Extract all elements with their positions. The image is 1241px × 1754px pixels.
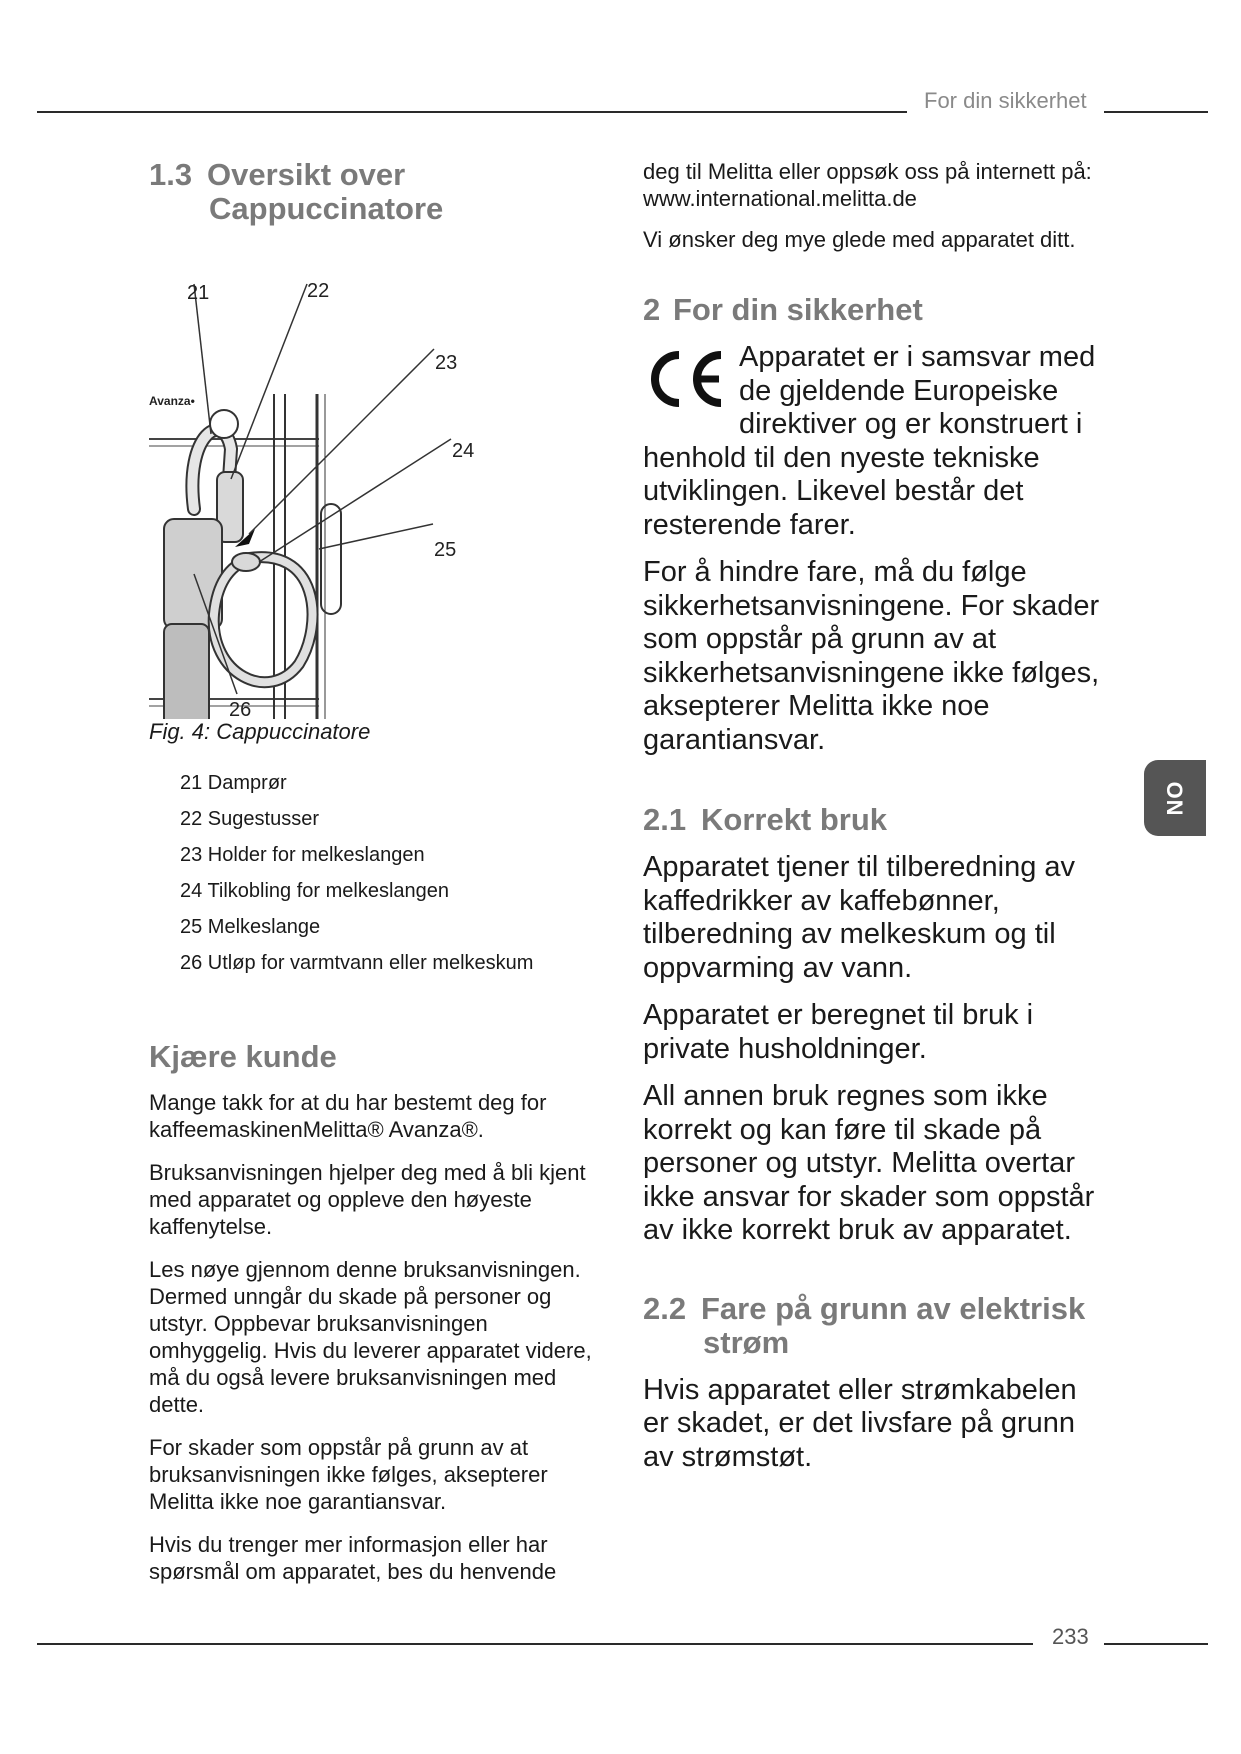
kunde-paragraph: Les nøye gjennom denne bruksanvisningen. Dermed unngår du skade på personer og utstyr. Oppbevar bruksanvisningen omhyggelig. Hvis du leverer apparatet videre, må du også levere bruksanvisningen med dette. [149, 1257, 592, 1417]
section-number: 2 [643, 292, 661, 327]
section-title: Korrekt bruk [701, 802, 888, 837]
knob [210, 410, 238, 438]
language-tab [1144, 760, 1206, 836]
section-1-3-heading [149, 158, 599, 226]
callout-26: 26 [229, 699, 252, 721]
legend-item: 25 Melkeslange [180, 916, 321, 938]
kunde-paragraph: For skader som oppstår på grunn av at bruksanvisningen ikke følges, aksepterer Melitta ikke noe garantiansvar. [149, 1435, 548, 1514]
intro-wish: Vi ønsker deg mye glede med apparatet ditt. [643, 227, 1076, 252]
section-2-1-heading [643, 803, 1103, 837]
section-title: For din sikkerhet [673, 292, 923, 327]
figure-caption: Fig. 4: Cappuccinatore [149, 719, 371, 744]
cappuccinatore-figure [149, 244, 579, 719]
section-number: 2.1 [643, 802, 687, 837]
callout-24: 24 [452, 440, 475, 462]
milk-hose-inner [214, 557, 313, 682]
intro-url: www.international.melitta.de [643, 186, 917, 211]
kunde-heading: Kjære kunde [149, 1039, 337, 1074]
footer-rule-left [37, 1643, 1033, 1645]
leader-25 [319, 524, 433, 549]
kunde-paragraph: Mange takk for at du har bestemt deg for kaffeemaskinenMelitta® Avanza®. [149, 1090, 547, 1142]
section-2-2-heading [643, 1292, 1103, 1360]
ce-paragraph-block [643, 341, 1103, 542]
leader-21 [194, 284, 211, 434]
language-tab-label: NO [1162, 780, 1187, 816]
legend-item: 26 Utløp for varmtvann eller melkeskum [180, 952, 534, 974]
callout-21: 21 [187, 282, 210, 304]
header-rule-left [37, 111, 907, 113]
section-title-line1: Fare på grunn av elektrisk [701, 1290, 1086, 1326]
figure-legend [180, 765, 599, 981]
legend-item: 23 Holder for melkeslangen [180, 844, 425, 866]
legend-item: 24 Tilkobling for melkeslangen [180, 880, 450, 902]
legend-item: 22 Sugestusser [180, 808, 319, 830]
outlet-spout [164, 624, 209, 719]
section-title-line2: Cappuccinatore [209, 191, 444, 226]
section-title-line2: strøm [703, 1324, 790, 1360]
hose-connector [232, 553, 260, 571]
section-number: 1.3 [149, 157, 193, 192]
leader-22 [231, 284, 307, 479]
section-number: 2.2 [643, 1290, 687, 1326]
callout-22: 22 [307, 280, 330, 302]
intro-continuation: deg til Melitta eller oppsøk oss på internett på: [643, 159, 1092, 184]
cappuccinatore-illustration [149, 244, 579, 719]
right-column [643, 158, 1103, 1488]
left-column [149, 158, 599, 1601]
leader-23 [249, 349, 434, 534]
leader-24 [259, 439, 451, 562]
footer-rule-right [1104, 1643, 1208, 1645]
usage-paragraph: All annen bruk regnes som ikke korrekt og kan føre til skade på personer og utstyr. Melitta overtar ikke ansvar for skader som oppstår av ikke korrekt bruk av apparatet. [643, 1080, 1095, 1246]
kunde-paragraph: Bruksanvisningen hjelper deg med å bli kjent med apparatet og oppleve den høyeste kaffenytelse. [149, 1160, 586, 1239]
usage-paragraph: Apparatet er beregnet til bruk i private husholdninger. [643, 999, 1034, 1065]
kunde-paragraph: Hvis du trenger mer informasjon eller har spørsmål om apparatet, bes du henvende [149, 1532, 557, 1584]
running-header: For din sikkerhet [924, 88, 1087, 113]
header-rule-right [1104, 111, 1208, 113]
legend-item: 21 Damprør [180, 772, 287, 794]
section-2-heading [643, 293, 1103, 327]
page-number: 233 [1052, 1624, 1089, 1649]
ce-mark-icon [643, 349, 727, 409]
callout-23: 23 [435, 352, 458, 374]
section-title-line1: Oversikt over [207, 157, 406, 192]
usage-paragraph: Apparatet tjener til tilberedning av kaffedrikker av kaffebønner, tilberedning av melkeskum og til oppvarming av vann. [643, 851, 1076, 984]
ce-paragraph: Apparatet er i samsvar med de gjeldende Europeiske direktiver og er konstruert i henhold til den nyeste tekniske utviklingen. Likevel består det resterende farer. [643, 341, 1096, 541]
figure-brand-label: Avanza• [149, 394, 195, 408]
electric-paragraph: Hvis apparatet eller strømkabelen er skadet, er det livsfare på grunn av strømstøt. [643, 1373, 1077, 1473]
safety-paragraph: For å hindre fare, må du følge sikkerhetsanvisningene. For skader som oppstår på grunn av at sikkerhetsanvisningene ikke følges, aksepterer Melitta ikke noe garantiansvar. [643, 556, 1100, 756]
callout-25: 25 [434, 539, 457, 561]
